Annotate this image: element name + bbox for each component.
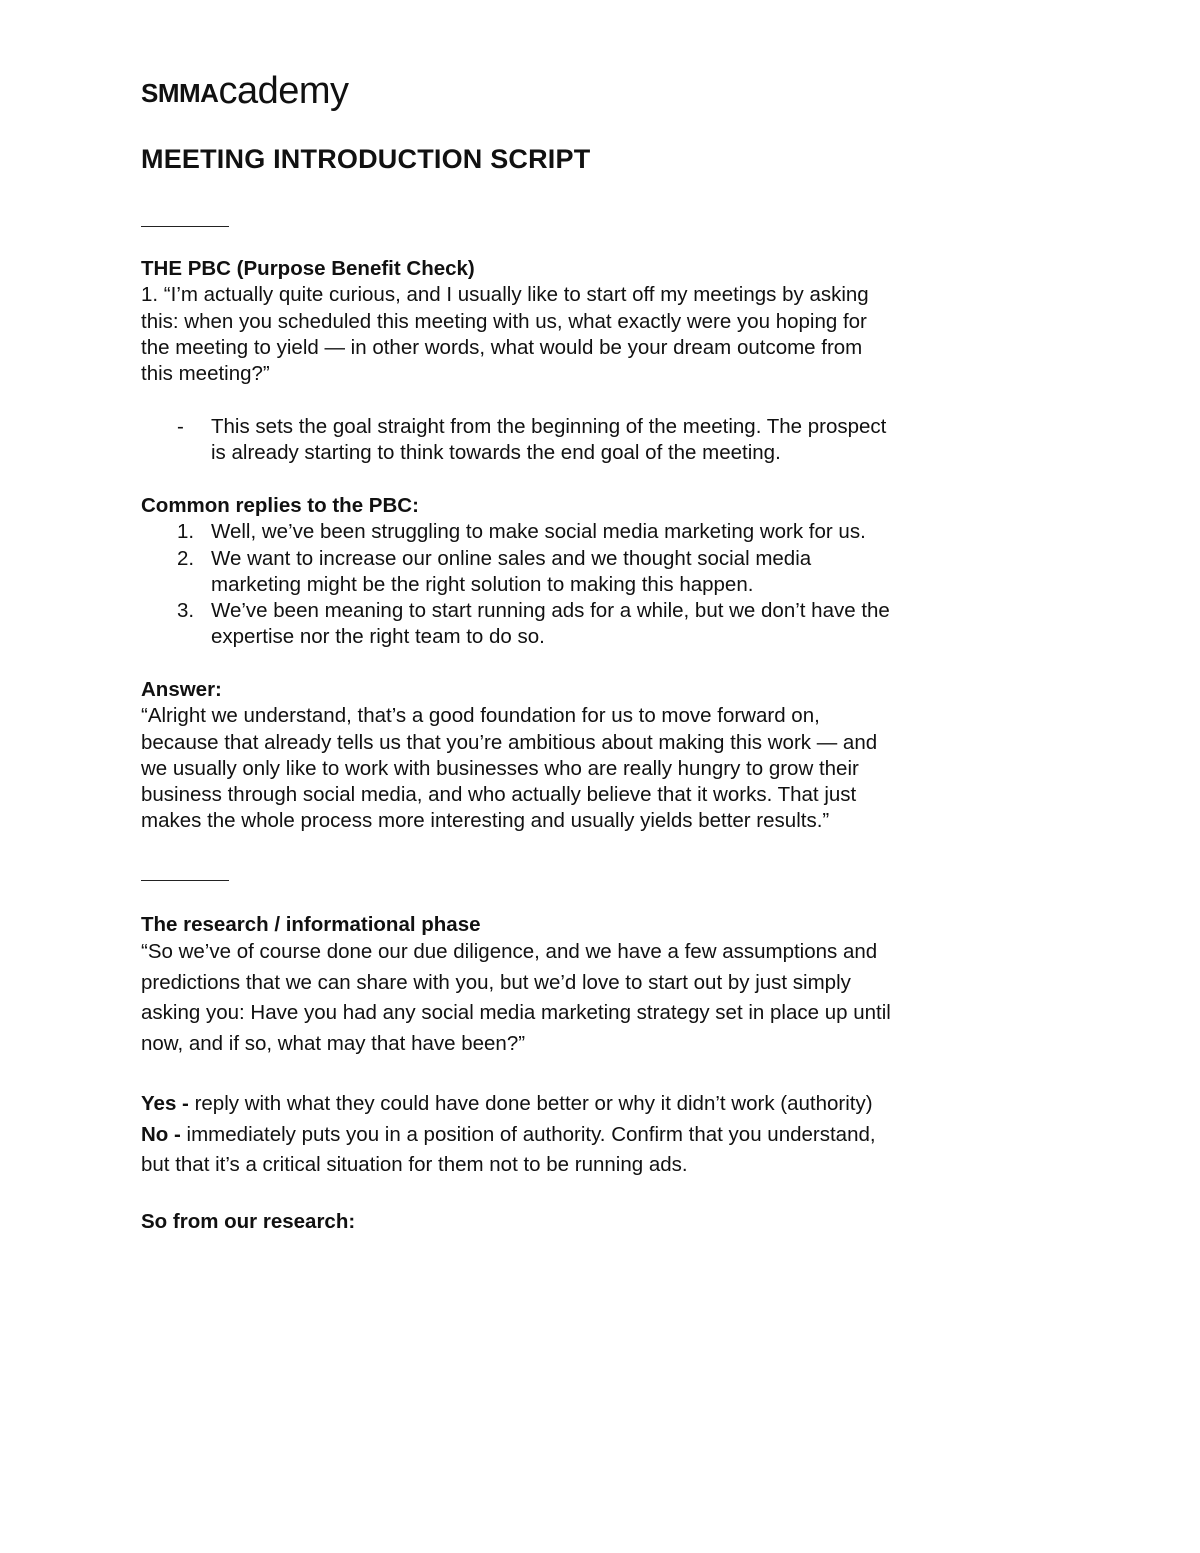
pbc-line: 1. “I’m actually quite curious, and I usually like to start off my meetings by asking (141, 283, 869, 307)
yes-line (141, 1089, 1051, 1120)
pbc-heading: THE PBC (Purpose Benefit Check) (141, 257, 475, 280)
list-item-line: We want to increase our online sales and we thought social media (211, 546, 812, 570)
page-title: MEETING INTRODUCTION SCRIPT (141, 144, 591, 174)
logo-smm-text: SMMA (141, 78, 219, 108)
answer-line: makes the whole process more interesting and usually yields better results.” (141, 809, 830, 833)
research-heading-block (141, 912, 1051, 938)
yes-no-section (141, 1089, 1051, 1181)
list-item-line: We’ve been meaning to start running ads for a while, but we don’t have the (211, 599, 890, 623)
research-line: “So we’ve of course done our due diligence, and we have a few assumptions and (141, 940, 878, 963)
yes-label: Yes - (141, 1092, 189, 1115)
list-number: 3. (177, 599, 195, 623)
answer-line: because that already tells us that you’re ambitious about making this work — and (141, 730, 878, 754)
no-text: immediately puts you in a position of authority. Confirm that you understand, (180, 1122, 876, 1146)
common-replies-heading: Common replies to the PBC: (141, 494, 419, 517)
research-heading: The research / informational phase (141, 913, 481, 936)
research-closing: So from our research: (141, 1210, 356, 1233)
smm-academy-logo (141, 70, 349, 110)
answer-section (141, 677, 1051, 835)
pbc-note-line: is already starting to think towards the end goal of the meeting. (211, 441, 781, 465)
no-line (141, 1120, 1051, 1151)
pbc-line: the meeting to yield — in other words, what would be your dream outcome from (141, 335, 863, 359)
list-number: 2. (177, 546, 195, 570)
list-item (141, 546, 1051, 599)
answer-line: “Alright we understand, that’s a good foundation for us to move forward on, (141, 704, 820, 728)
research-line: now, and if so, what may that have been?” (141, 1031, 526, 1055)
list-item-line: marketing might be the right solution to making this happen. (211, 572, 754, 596)
list-item (141, 598, 1051, 651)
list-item-line: expertise nor the right team to do so. (211, 625, 545, 649)
logo-academy-text: cademy (218, 70, 349, 112)
closing-block (141, 1209, 1051, 1235)
pbc-line: this meeting?” (141, 362, 270, 386)
no-line-continued: but that it’s a critical situation for them not to be running ads. (141, 1153, 688, 1176)
pbc-line: this: when you scheduled this meeting with us, what exactly were you hoping for (141, 309, 867, 333)
section-divider (141, 226, 229, 227)
pbc-note-text (211, 414, 1051, 467)
no-label: No - (141, 1122, 181, 1146)
list-item (141, 519, 1051, 545)
answer-heading: Answer: (141, 678, 222, 701)
pbc-note-line: This sets the goal straight from the beginning of the meeting. The prospect (211, 415, 887, 438)
dash-bullet: - (177, 415, 184, 438)
answer-line: we usually only like to work with businesses who are really hungry to grow their (141, 756, 859, 780)
yes-text: reply with what they could have done better or why it didn’t work (authority) (188, 1092, 873, 1115)
research-paragraph (141, 937, 1051, 1059)
pbc-section (141, 256, 1051, 387)
common-replies-section (141, 493, 1051, 651)
list-number: 1. (177, 520, 195, 544)
research-line: asking you: Have you had any social media marketing strategy set in place up until (141, 1001, 891, 1024)
research-line: predictions that we can share with you, but we’d love to start out by just simply (141, 970, 851, 994)
list-item-line: Well, we’ve been struggling to make social media marketing work for us. (211, 520, 866, 544)
section-divider (141, 880, 229, 881)
answer-line: business through social media, and who actually believe that it works. That just (141, 783, 857, 807)
